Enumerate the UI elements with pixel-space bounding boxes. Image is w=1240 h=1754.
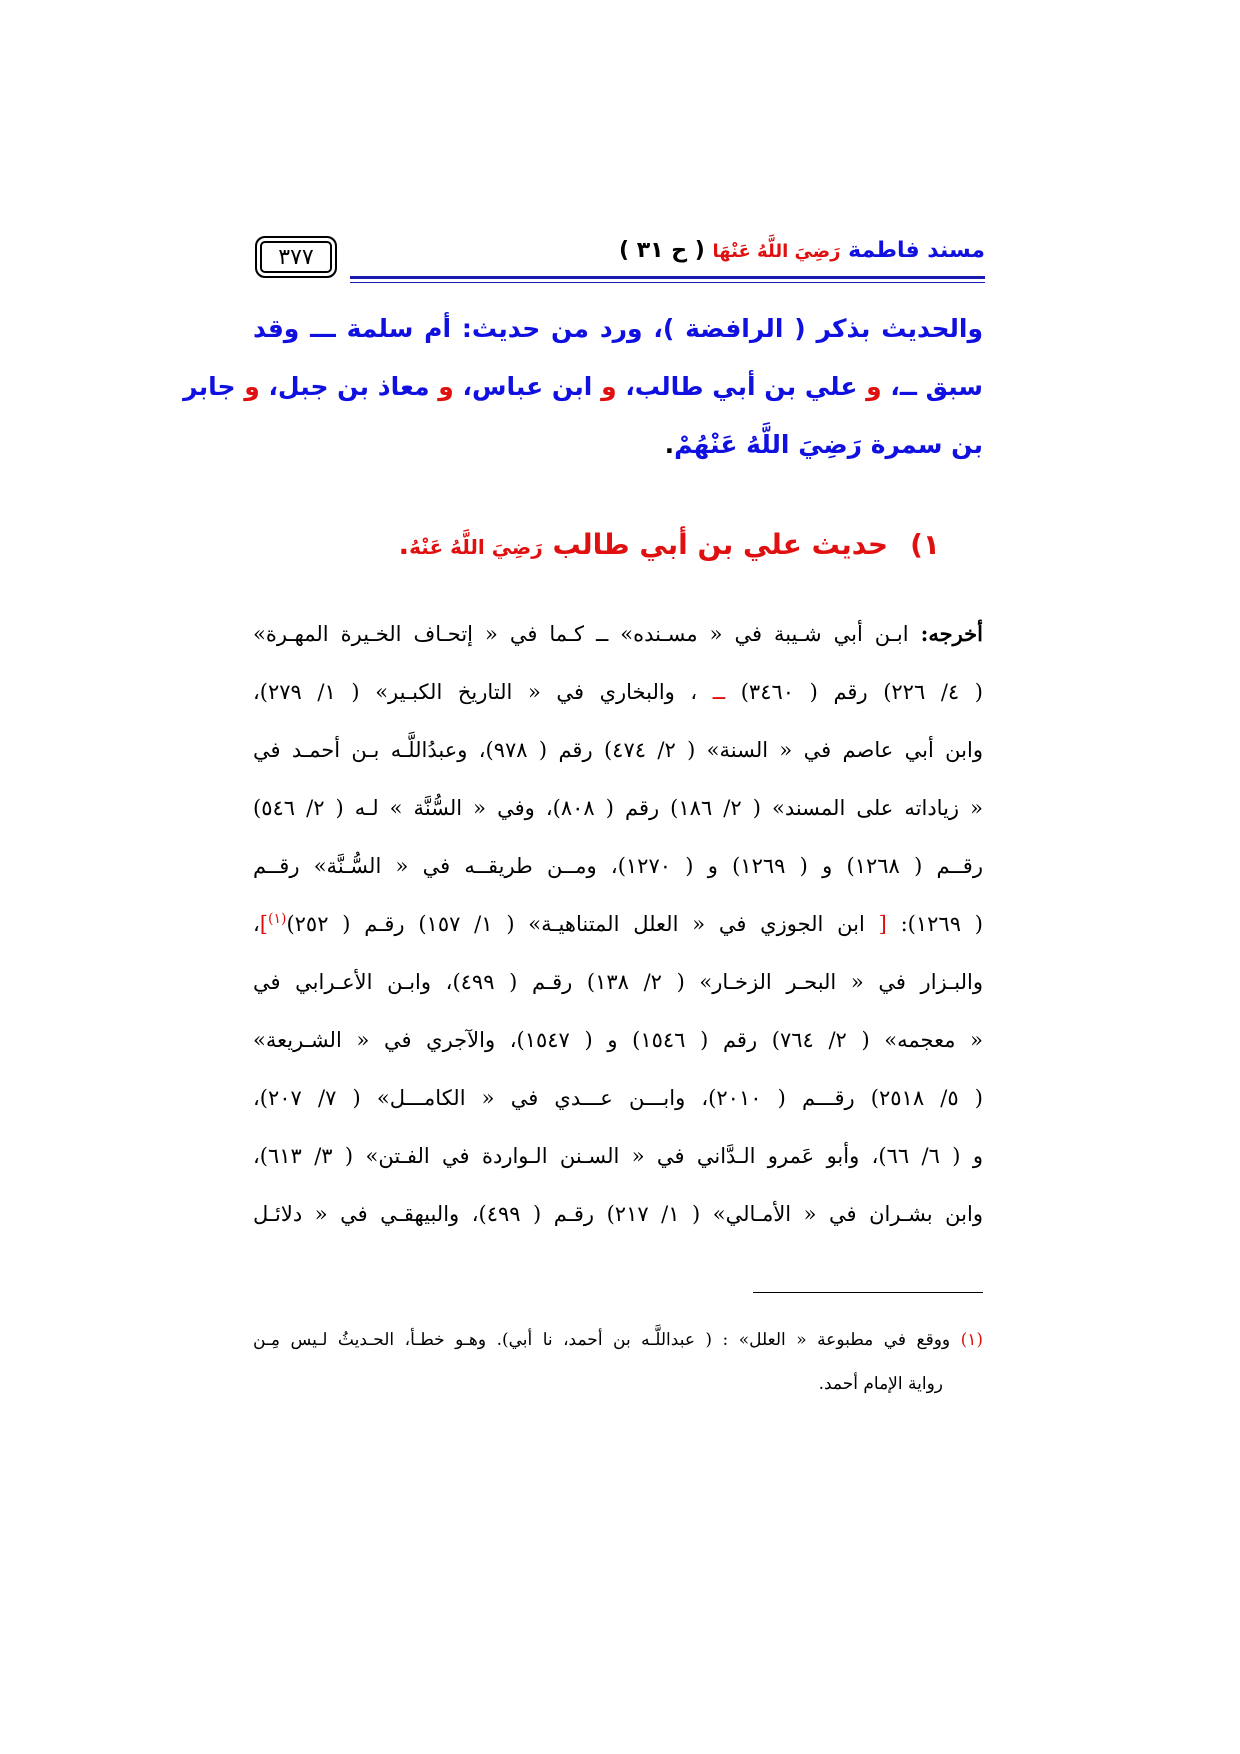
intro-segment: بن سمرة (862, 430, 983, 459)
body-lead-word: أخرجه: (920, 621, 983, 646)
footnote-number: (١) (960, 1330, 983, 1350)
body-line-11: وابن بشـران في « الأمـالي» ( ١/ ٢١٧) رقـم ( ٤٩٩)، والبيهقـي في « دلائـل (253, 1202, 983, 1226)
body-line-6 (253, 895, 983, 953)
body-line-9: ( ٥/ ٢٥١٨) رقـــم ( ٢٠١٠)، وابـــن عـــدي في « الكامـــل» ( ٧/ ٢٠٧)، (253, 1086, 983, 1110)
body-line-2-dash: ــ (697, 680, 741, 704)
intro-segment: علي بن أبي طالب، (616, 372, 858, 401)
body-line-6-end: ، (253, 912, 260, 936)
body-bracket-close: ] (259, 912, 268, 936)
running-title (619, 238, 985, 263)
intro-segment: . (664, 430, 675, 459)
page-number: ٣٧٧ (278, 244, 314, 270)
citation-paragraph (253, 605, 983, 1243)
footnote (253, 1318, 983, 1406)
running-title-honorific: رَضِيَ اللَّهُ عَنْهَا (712, 241, 841, 262)
intro-segment: رَضِيَ اللَّهُ عَنْهُمْ (674, 430, 863, 459)
intro-segment: و (592, 372, 617, 401)
page-number-box (255, 236, 337, 278)
intro-segment: والحديث بذكر ( الرافضة )، ورد من حديث: (451, 314, 984, 343)
page-header (255, 236, 985, 276)
running-title-part: ( ح ٣١ ) (619, 238, 705, 263)
intro-segment: جابر (183, 372, 236, 401)
intro-line-2 (183, 358, 983, 416)
footnote-text-1: ووقع في مطبوعة « العلل» : ( عبداللَّـه بن أحمد، نا أبي). وهـو خطـأ، الحـديثُ لـيس مِـن (253, 1330, 961, 1350)
body-bracket-open: [ (878, 912, 887, 936)
body-line-1 (253, 605, 983, 663)
body-line-3: وابن أبي عاصم في « السنة» ( ٢/ ٤٧٤) رقم ( ٩٧٨)، وعبدُاللَّـه بـن أحمـد في (253, 738, 983, 762)
section-number: ١) (910, 528, 940, 561)
header-rule-thin (350, 282, 985, 283)
intro-segment: و (235, 372, 260, 401)
intro-line-3 (253, 416, 983, 474)
running-title-book: مسند فاطمة (848, 238, 985, 263)
intro-segment: سبق ــ، (881, 372, 983, 401)
header-rule-thick (350, 276, 985, 279)
body-line-2 (253, 663, 983, 721)
footnote-separator (753, 1292, 983, 1293)
intro-segment: ابن عباس، (453, 372, 593, 401)
body-line-8: « معجمه» ( ٢/ ٧٦٤) رقم ( ١٥٤٦) و ( ١٥٤٧)، والآجري في « الشـريعة» (253, 1028, 983, 1052)
intro-line-1 (253, 300, 983, 358)
section-title: حديث علي بن أبي طالب (552, 528, 889, 561)
intro-segment: و (857, 372, 882, 401)
body-line-2b: ، والبخاري في « التاريخ الكبـير» ( ١/ ٢٧٩)، (253, 680, 698, 704)
intro-segment: أم سلمة (346, 314, 452, 343)
footnote-reference[interactable]: (١) (267, 911, 287, 927)
footnote-line-2: رواية الإمام أحمد. (818, 1374, 943, 1394)
section-heading (399, 528, 940, 561)
section-honorific: رَضِيَ اللَّهُ عَنْهُ (409, 535, 543, 559)
intro-segment: معاذ بن جبل، (259, 372, 430, 401)
body-line-2a: ( ٤/ ٢٢٦) رقم ( ٣٤٦٠) (740, 680, 983, 704)
footnote-line-1 (253, 1318, 983, 1362)
intro-segment: ـــ وقد (253, 314, 347, 343)
body-line-10: و ( ٦/ ٦٦)، وأبو عَمرو الـدَّاني في « السـنن الـواردة في الفـتن» ( ٣/ ٦١٣)، (253, 1144, 983, 1168)
section-period: . (398, 528, 410, 561)
body-line-1-text: ابـن أبي شـيبة في « مسـنده» ــ كـما في « إتحـاف الخـيرة المهـرة» (253, 622, 921, 646)
intro-segment: و (429, 372, 454, 401)
body-line-4: « زياداته على المسند» ( ٢/ ١٨٦) رقم ( ٨٠٨)، وفي « السُّنَّة » لـه ( ٢/ ٥٤٦) (253, 796, 983, 820)
body-line-6a: ( ١٢٦٩): (886, 912, 983, 936)
body-line-6b: ابن الجوزي في « العلل المتناهيـة» ( ١/ ١٥٧) رقـم ( ٢٥٢) (286, 912, 879, 936)
body-line-5: رقــم ( ١٢٦٨) و ( ١٢٦٩) و ( ١٢٧٠)، ومــن طريقــه في « السُّـنَّة» رقــم (253, 854, 983, 878)
body-line-7: والبـزار في « البحـر الزخـار» ( ٢/ ١٣٨) رقـم ( ٤٩٩)، وابـن الأعـرابي في (253, 970, 983, 994)
intro-paragraph (183, 300, 984, 474)
